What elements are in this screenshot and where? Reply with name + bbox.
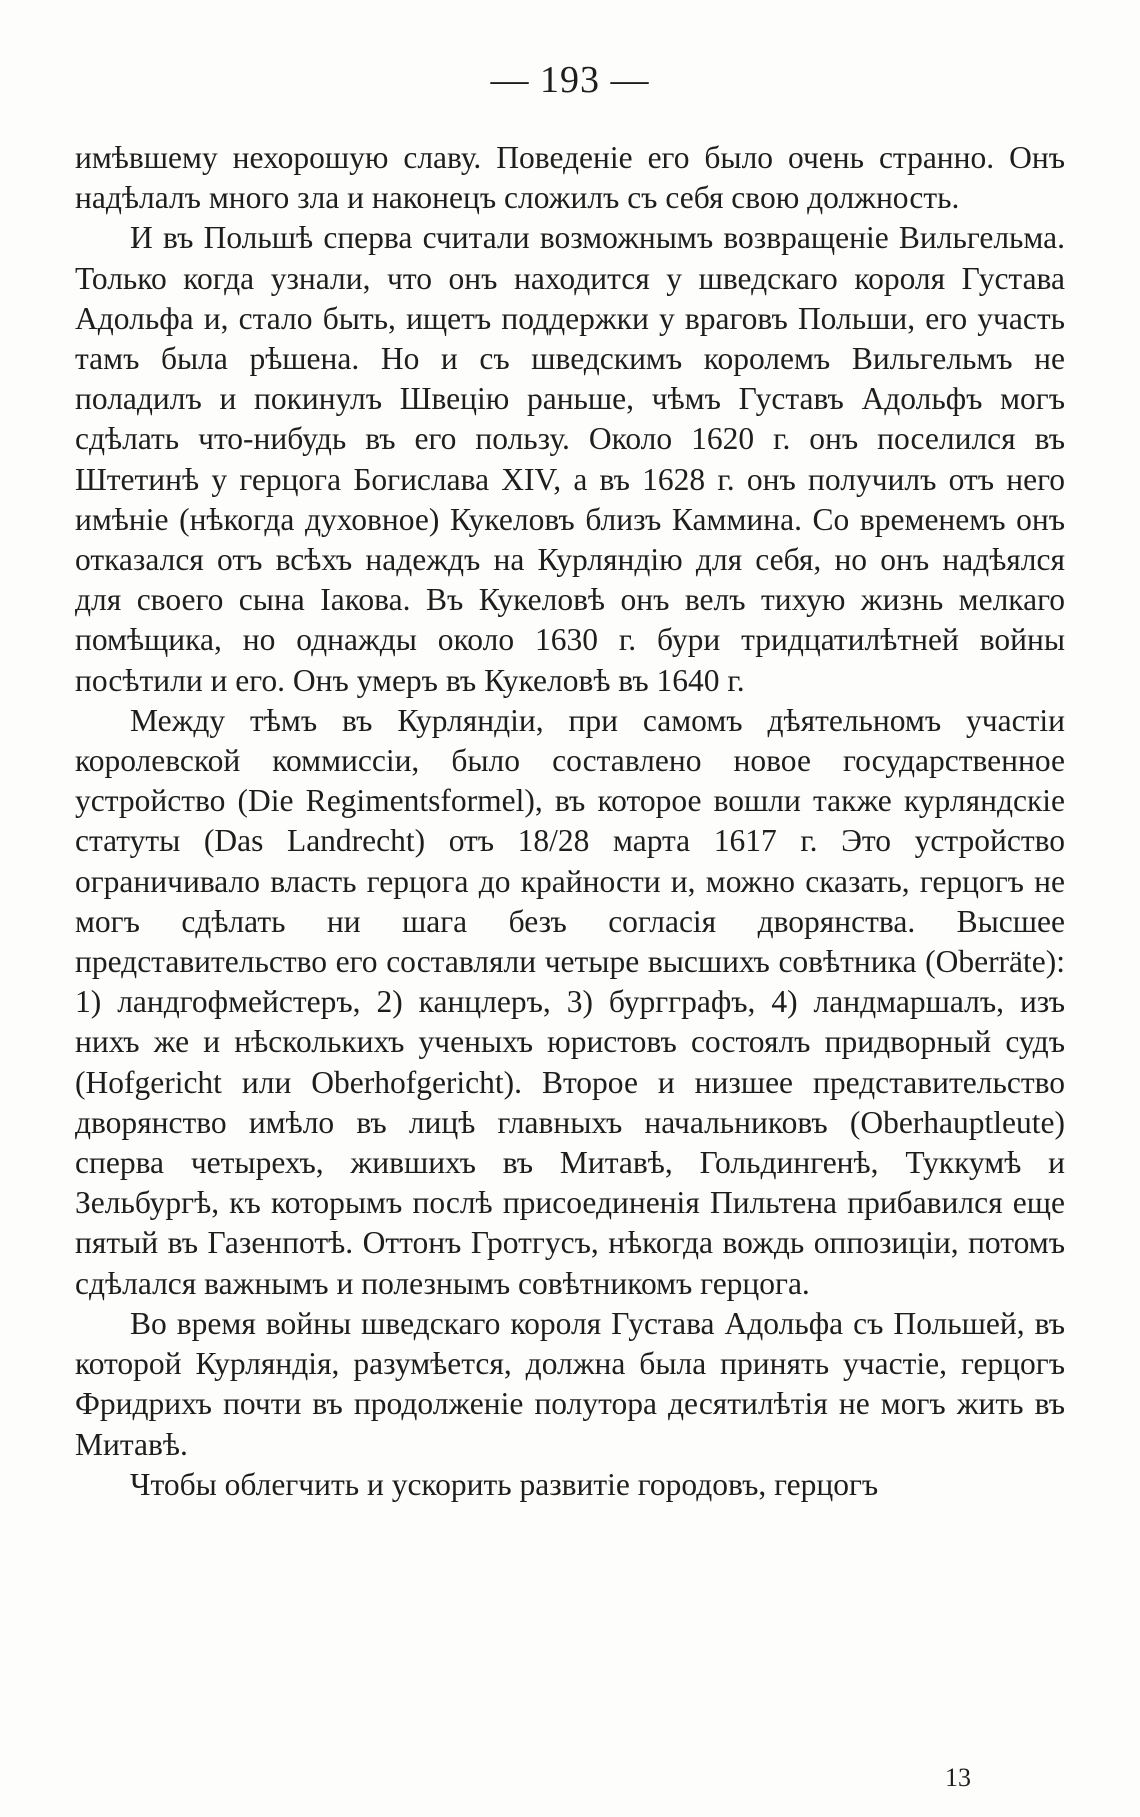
page-number: — 193 —: [490, 59, 650, 101]
paragraph-war: Во время войны шведскаго короля Густава Адольфа съ Польшей, въ которой Курляндія, разумѣется, должна была принять участіе, герцогъ Фридрихъ почти въ продолженіе полутора десятилѣтія не могъ жить въ Митавѣ.: [75, 1305, 1065, 1462]
paragraph-wilhelm: И въ Польшѣ сперва считали возможнымъ возвращеніе Вильгельма. Только когда узнали, что онъ находится у шведскаго короля Густава Адольфа и, стало быть, ищетъ поддержки у враговъ Польши, его участь тамъ была рѣшена. Но и съ шведскимъ королемъ Вильгельмъ не поладилъ и покинулъ Швецію раньше, чѣмъ Густавъ Адольфъ могъ сдѣлать что-нибудь въ его пользу. Около 1620 г. онъ поселился въ Штетинѣ у герцога Богислава XIV, а въ 1628 г. онъ получилъ отъ него имѣніе (нѣкогда духовное) Кукеловъ близъ Каммина. Со временемъ онъ отказался отъ всѣхъ надеждъ на Курляндію для себя, но онъ надѣялся для своего сына Іакова. Въ Кукеловѣ онъ велъ тихую жизнь мелкаго помѣщика, но однажды около 1630 г. бури тридцатилѣтней войны посѣтили и его. Онъ умеръ въ Кукеловѣ въ 1640 г.: [75, 220, 1065, 698]
signature-mark: 13: [945, 1763, 971, 1792]
paragraph-continuation: имѣвшему нехорошую славу. Поведеніе его было очень странно. Онъ надѣлалъ много зла и наконецъ сложилъ съ себя свою должность.: [75, 140, 1065, 216]
paragraph-regimentsformel: Между тѣмъ въ Курляндіи, при самомъ дѣятельномъ участіи королевской коммиссіи, было составлено новое государственное устройство (Die Regimentsformel), въ которое вошли также курляндскіе статуты (Das Landrecht) отъ 18/28 марта 1617 г. Это устройство ограничивало власть герцога до крайности и, можно сказать, герцогъ не могъ сдѣлать ни шага безъ согласія дворянства. Высшее представительство его составляли четыре высшихъ совѣтника (Oberräte): 1) ландгофмейстеръ, 2) канцлеръ, 3) бургграфъ, 4) ландмаршалъ, изъ нихъ же и нѣсколькихъ ученыхъ юристовъ состоялъ придворный судъ (Hofgericht или Oberhofgericht). Второе и низшее представительство дворянство имѣло въ лицѣ главныхъ начальниковъ (Oberhauptleute) сперва четырехъ, жившихъ въ Митавѣ, Гольдингенѣ, Туккумѣ и Зельбургѣ, къ которымъ послѣ присоединенія Пильтена прибавился еще пятый въ Газенпотѣ. Оттонъ Гротгусъ, нѣкогда вождь оппозиціи, потомъ сдѣлался важнымъ и полезнымъ совѣтникомъ герцога.: [75, 702, 1065, 1301]
body-text: [75, 138, 1065, 1505]
paragraph-towns: Чтобы облегчить и ускорить развитіе городовъ, герцогъ: [130, 1466, 879, 1502]
